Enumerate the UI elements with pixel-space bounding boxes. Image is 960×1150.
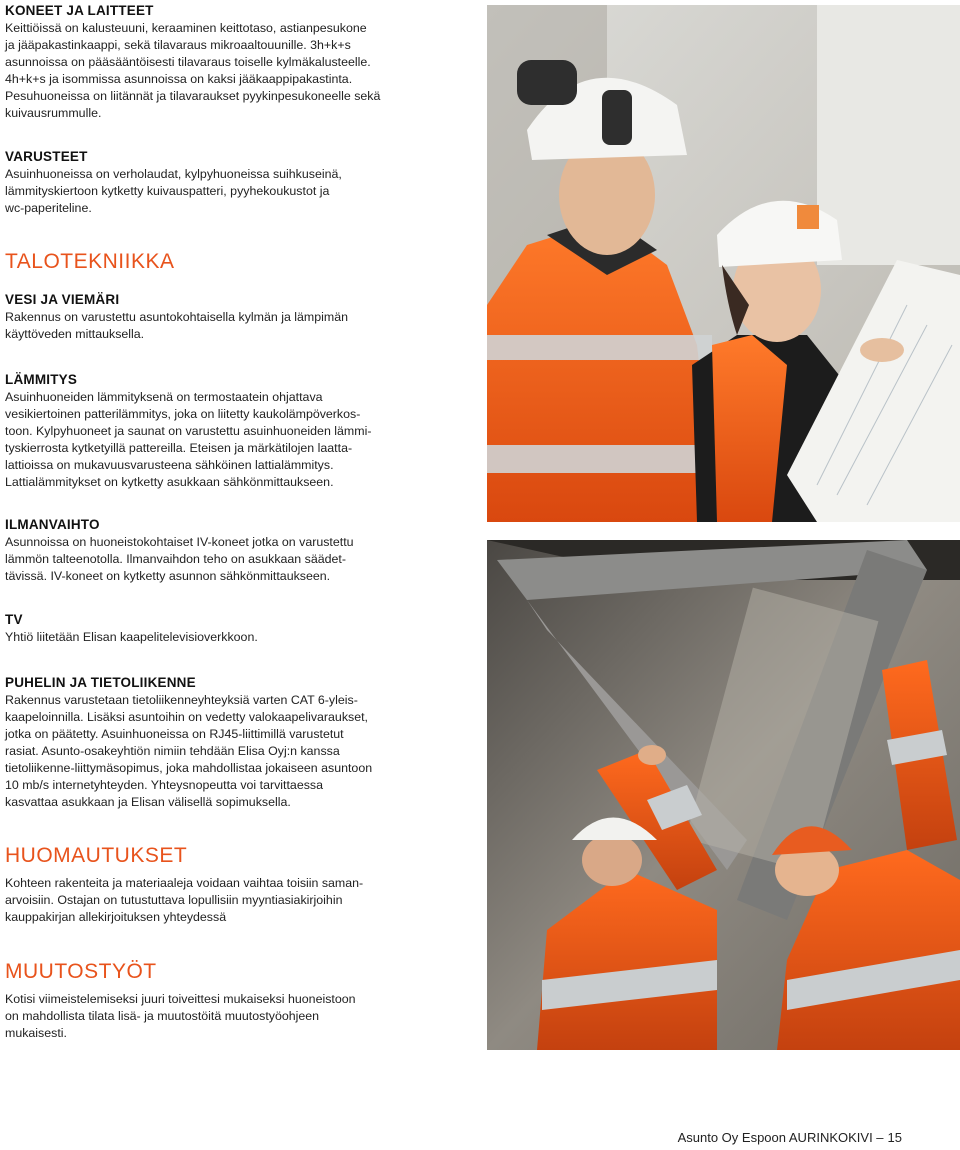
section-lammitys	[5, 371, 445, 491]
page-number: 15	[887, 1130, 902, 1145]
photo-workers-installing	[487, 540, 960, 1050]
section-muutostyot	[5, 959, 445, 1042]
section-text: Yhtiö liitetään Elisan kaapelitelevisioverkkoon.	[5, 630, 258, 644]
section-text: Rakennus varustetaan tietoliikenneyhteyksiä varten CAT 6-yleis- kaapeloinnilla. Lisäksi asuntoihin on vedetty valokaapelivaraukset, jotka on päätetty. Asuinhuoneissa on RJ45-liittimillä varustetut rasiat. Asunto-osakeyhtiön nimiin tehdään Elisa Oyj:n kanssa tietoliikenne-liittymäsopimus, joka mahdollistaa jokaiseen asuntoon 10 mb/s internetyhteyden. Yhteysnopeutta voi tarvittaessa kasvattaa asukkaan ja Elisan välisellä sopimuksella.	[5, 693, 373, 809]
section-text: Keittiöissä on kalusteuuni, keraaminen keittotaso, astianpesukone ja jääpakastinkaappi, sekä tilavaraus mikroaaltouunille. 3h+k+s asunnoissa on pääsääntöisesti tilavaraus toiselle kylmäkalusteelle. 4h+k+s ja isommissa asunnoissa on kaksi jääkaappipakastinta. Pesuhuoneissa on liitännät ja tilavaraukset pyykinpesukoneelle sekä kuivausrummulle.	[5, 21, 381, 120]
section-text: Asuinhuoneiden lämmityksenä on termostaatein ohjattava vesikiertoinen patterilämmitys, joka on liitetty kaukolämpöverkos- toon. Kylpyhuoneet ja saunat on varustettu asuinhuoneiden lämmi- tyskierrosta kytketyillä pattereilla. Eteisen ja märkätilojen laatta- lattioissa on mukavuusvarusteena sähköinen lattialämmitys. Lattialämmitykset on kytketty asukkaan sähkönmittaukseen.	[5, 390, 372, 489]
section-varusteet	[5, 148, 445, 217]
page-footer	[678, 1130, 902, 1145]
section-text: Asuinhuoneissa on verholaudat, kylpyhuoneissa suihkuseinä, lämmityskiertoon kytketty kuivauspatteri, pyyhekoukustot ja wc-paperiteline.	[5, 167, 342, 215]
section-heading: KONEET JA LAITTEET	[5, 3, 154, 18]
photo-workers-plans	[487, 5, 960, 522]
section-text: Asunnoissa on huoneistokohtaiset IV-koneet jotka on varustettu lämmön talteenotolla. Ilmanvaihdon teho on asukkaan säädet- tävissä. IV-koneet on kytketty asunnon sähkönmittaukseen.	[5, 535, 354, 583]
section-ilmanvaihto	[5, 516, 445, 585]
section-heading: ILMANVAIHTO	[5, 517, 100, 532]
section-text: Rakennus on varustettu asuntokohtaisella kylmän ja lämpimän käyttöveden mittauksella.	[5, 310, 348, 341]
section-title: MUUTOSTYÖT	[5, 960, 157, 983]
section-puhelin	[5, 674, 445, 811]
section-talotekniikka	[5, 249, 445, 275]
section-text: Kohteen rakenteita ja materiaaleja voidaan vaihtaa toisiin saman- arvoisiin. Ostajan on tutustuttava lopullisiin myyntiasiakirjoihin kauppakirjan allekirjoituksen yhteydessä	[5, 876, 364, 924]
section-heading: PUHELIN JA TIETOLIIKENNE	[5, 675, 196, 690]
section-heading: VESI JA VIEMÄRI	[5, 292, 120, 307]
section-text: Kotisi viimeistelemiseksi juuri toiveittesi mukaiseksi huoneistoon on mahdollista tilata lisä- ja muutostöitä muutostyöohjeen mukaisesti.	[5, 992, 356, 1040]
section-koneet	[5, 2, 445, 122]
section-huomautukset	[5, 843, 445, 926]
footer-project-name: Asunto Oy Espoon AURINKOKIVI –	[677, 1130, 884, 1145]
section-heading: TV	[5, 612, 23, 627]
section-heading: VARUSTEET	[5, 149, 88, 164]
section-title: TALOTEKNIIKKA	[5, 250, 175, 273]
section-vesi	[5, 291, 445, 343]
photo-workers-installing-illustration	[487, 540, 960, 1050]
photo-workers-plans-illustration	[487, 5, 960, 522]
section-title: HUOMAUTUKSET	[5, 844, 188, 867]
section-heading: LÄMMITYS	[5, 372, 78, 387]
section-tv	[5, 611, 445, 646]
